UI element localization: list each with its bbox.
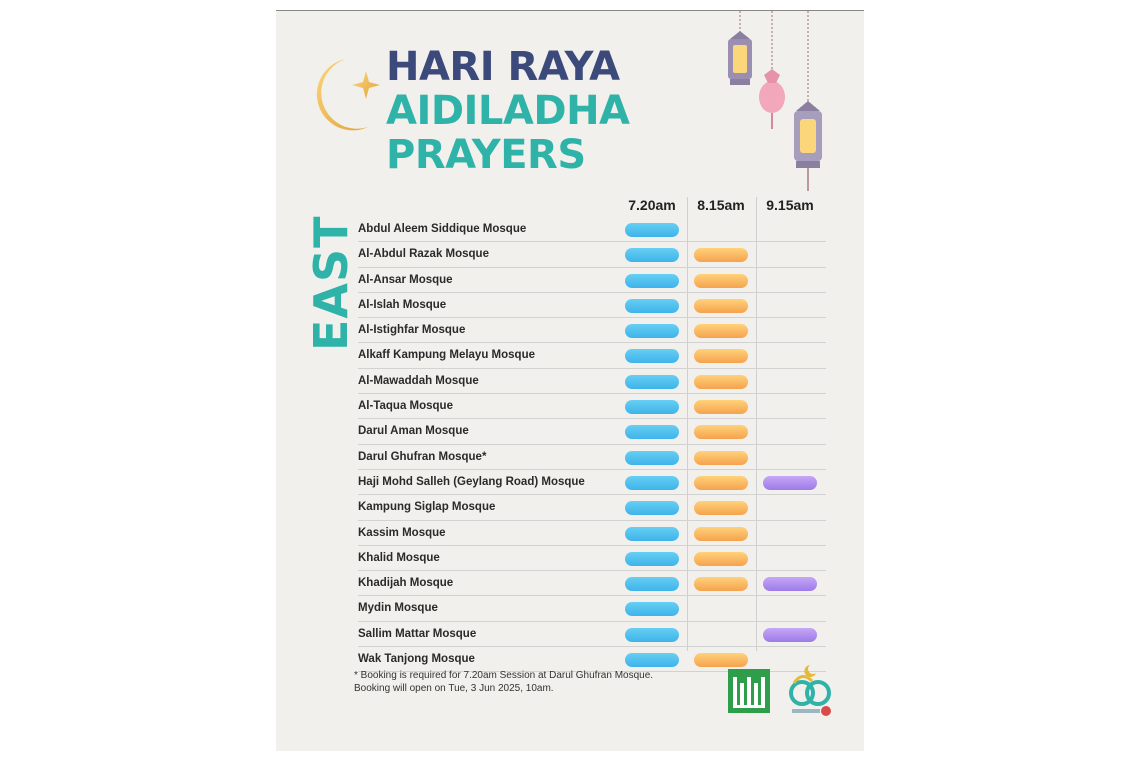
mosque-name: Kampung Siglap Mosque xyxy=(358,501,496,514)
session-720-indicator xyxy=(625,223,679,237)
session-720-indicator xyxy=(625,425,679,439)
table-row xyxy=(358,622,826,647)
mosque-name: Mydin Mosque xyxy=(358,602,438,615)
table-row xyxy=(358,445,826,470)
mosque-name: Khalid Mosque xyxy=(358,551,440,564)
session-815-indicator xyxy=(694,425,748,439)
mosque-name: Sallim Mattar Mosque xyxy=(358,627,477,640)
session-720-indicator xyxy=(625,324,679,338)
mosque-name: Al-Abdul Razak Mosque xyxy=(358,248,489,261)
table-row xyxy=(358,394,826,419)
session-720-indicator xyxy=(625,400,679,414)
table-row xyxy=(358,546,826,571)
session-815-indicator xyxy=(694,349,748,363)
session-915-indicator xyxy=(763,476,817,490)
title-line-3: PRAYERS xyxy=(386,132,586,178)
mosque-name: Al-Taqua Mosque xyxy=(358,400,453,413)
session-720-indicator xyxy=(625,602,679,616)
session-815-indicator xyxy=(694,274,748,288)
mosque-name: Abdul Aleem Siddique Mosque xyxy=(358,223,527,235)
session-815-indicator xyxy=(694,299,748,313)
session-815-indicator xyxy=(694,552,748,566)
session-815-indicator xyxy=(694,375,748,389)
session-915-indicator xyxy=(763,628,817,642)
session-720-indicator xyxy=(625,653,679,667)
crescent-moon-star-icon xyxy=(308,49,388,139)
mosque-name: Al-Istighfar Mosque xyxy=(358,324,466,337)
muis-logo-icon xyxy=(728,669,770,713)
session-720-indicator xyxy=(625,299,679,313)
session-915-indicator xyxy=(763,577,817,591)
table-row xyxy=(358,495,826,520)
mosque-name: Al-Mawaddah Mosque xyxy=(358,374,479,387)
table-row xyxy=(358,419,826,444)
poster-title xyxy=(386,45,630,177)
table-row xyxy=(358,217,826,242)
table-row xyxy=(358,343,826,368)
table-row xyxy=(358,596,826,621)
session-720-indicator xyxy=(625,248,679,262)
session-720-indicator xyxy=(625,577,679,591)
session-815-indicator xyxy=(694,527,748,541)
mosque-name: Darul Aman Mosque xyxy=(358,425,469,438)
our-masjid-logo-icon xyxy=(784,659,834,719)
session-720-indicator xyxy=(625,349,679,363)
region-label xyxy=(296,215,366,351)
session-720-indicator xyxy=(625,476,679,490)
footnote-line-2: Booking will open on Tue, 3 Jun 2025, 10am. xyxy=(354,683,554,694)
mosque-table xyxy=(358,217,826,672)
mosque-name: Kassim Mosque xyxy=(358,526,446,539)
session-815-indicator xyxy=(694,451,748,465)
mosque-name: Wak Tanjong Mosque xyxy=(358,653,475,666)
session-720-indicator xyxy=(625,501,679,515)
table-row xyxy=(358,571,826,596)
mosque-name: Alkaff Kampung Melayu Mosque xyxy=(358,349,535,362)
mosque-name: Haji Mohd Salleh (Geylang Road) Mosque xyxy=(358,475,585,488)
table-row xyxy=(358,318,826,343)
session-815-indicator xyxy=(694,324,748,338)
session-720-indicator xyxy=(625,274,679,288)
table-row xyxy=(358,293,826,318)
column-header-815: 8.15am xyxy=(697,197,745,213)
mosque-name: Darul Ghufran Mosque* xyxy=(358,450,487,463)
session-815-indicator xyxy=(694,653,748,667)
session-815-indicator xyxy=(694,248,748,262)
column-header-915: 9.15am xyxy=(766,197,814,213)
footnote-line-1: * Booking is required for 7.20am Session at Darul Ghufran Mosque. xyxy=(354,670,654,681)
column-header-720: 7.20am xyxy=(628,197,676,213)
title-line-2: AIDILADHA xyxy=(386,88,630,134)
table-row xyxy=(358,268,826,293)
session-815-indicator xyxy=(694,501,748,515)
session-720-indicator xyxy=(625,451,679,465)
booking-footnote xyxy=(354,669,653,695)
title-line-1: HARI RAYA xyxy=(386,44,620,90)
table-row xyxy=(358,521,826,546)
table-row xyxy=(358,470,826,495)
table-row xyxy=(358,369,826,394)
session-720-indicator xyxy=(625,552,679,566)
session-815-indicator xyxy=(694,400,748,414)
prayer-schedule-poster xyxy=(276,10,864,751)
hanging-lanterns-icon xyxy=(716,11,836,201)
session-720-indicator xyxy=(625,375,679,389)
mosque-name: Khadijah Mosque xyxy=(358,577,454,590)
mosque-name: Al-Ansar Mosque xyxy=(358,273,453,286)
session-815-indicator xyxy=(694,476,748,490)
mosque-name: Al-Islah Mosque xyxy=(358,298,447,311)
session-815-indicator xyxy=(694,577,748,591)
session-720-indicator xyxy=(625,628,679,642)
table-row xyxy=(358,242,826,267)
region-label-text: EAST xyxy=(304,215,358,351)
session-720-indicator xyxy=(625,527,679,541)
